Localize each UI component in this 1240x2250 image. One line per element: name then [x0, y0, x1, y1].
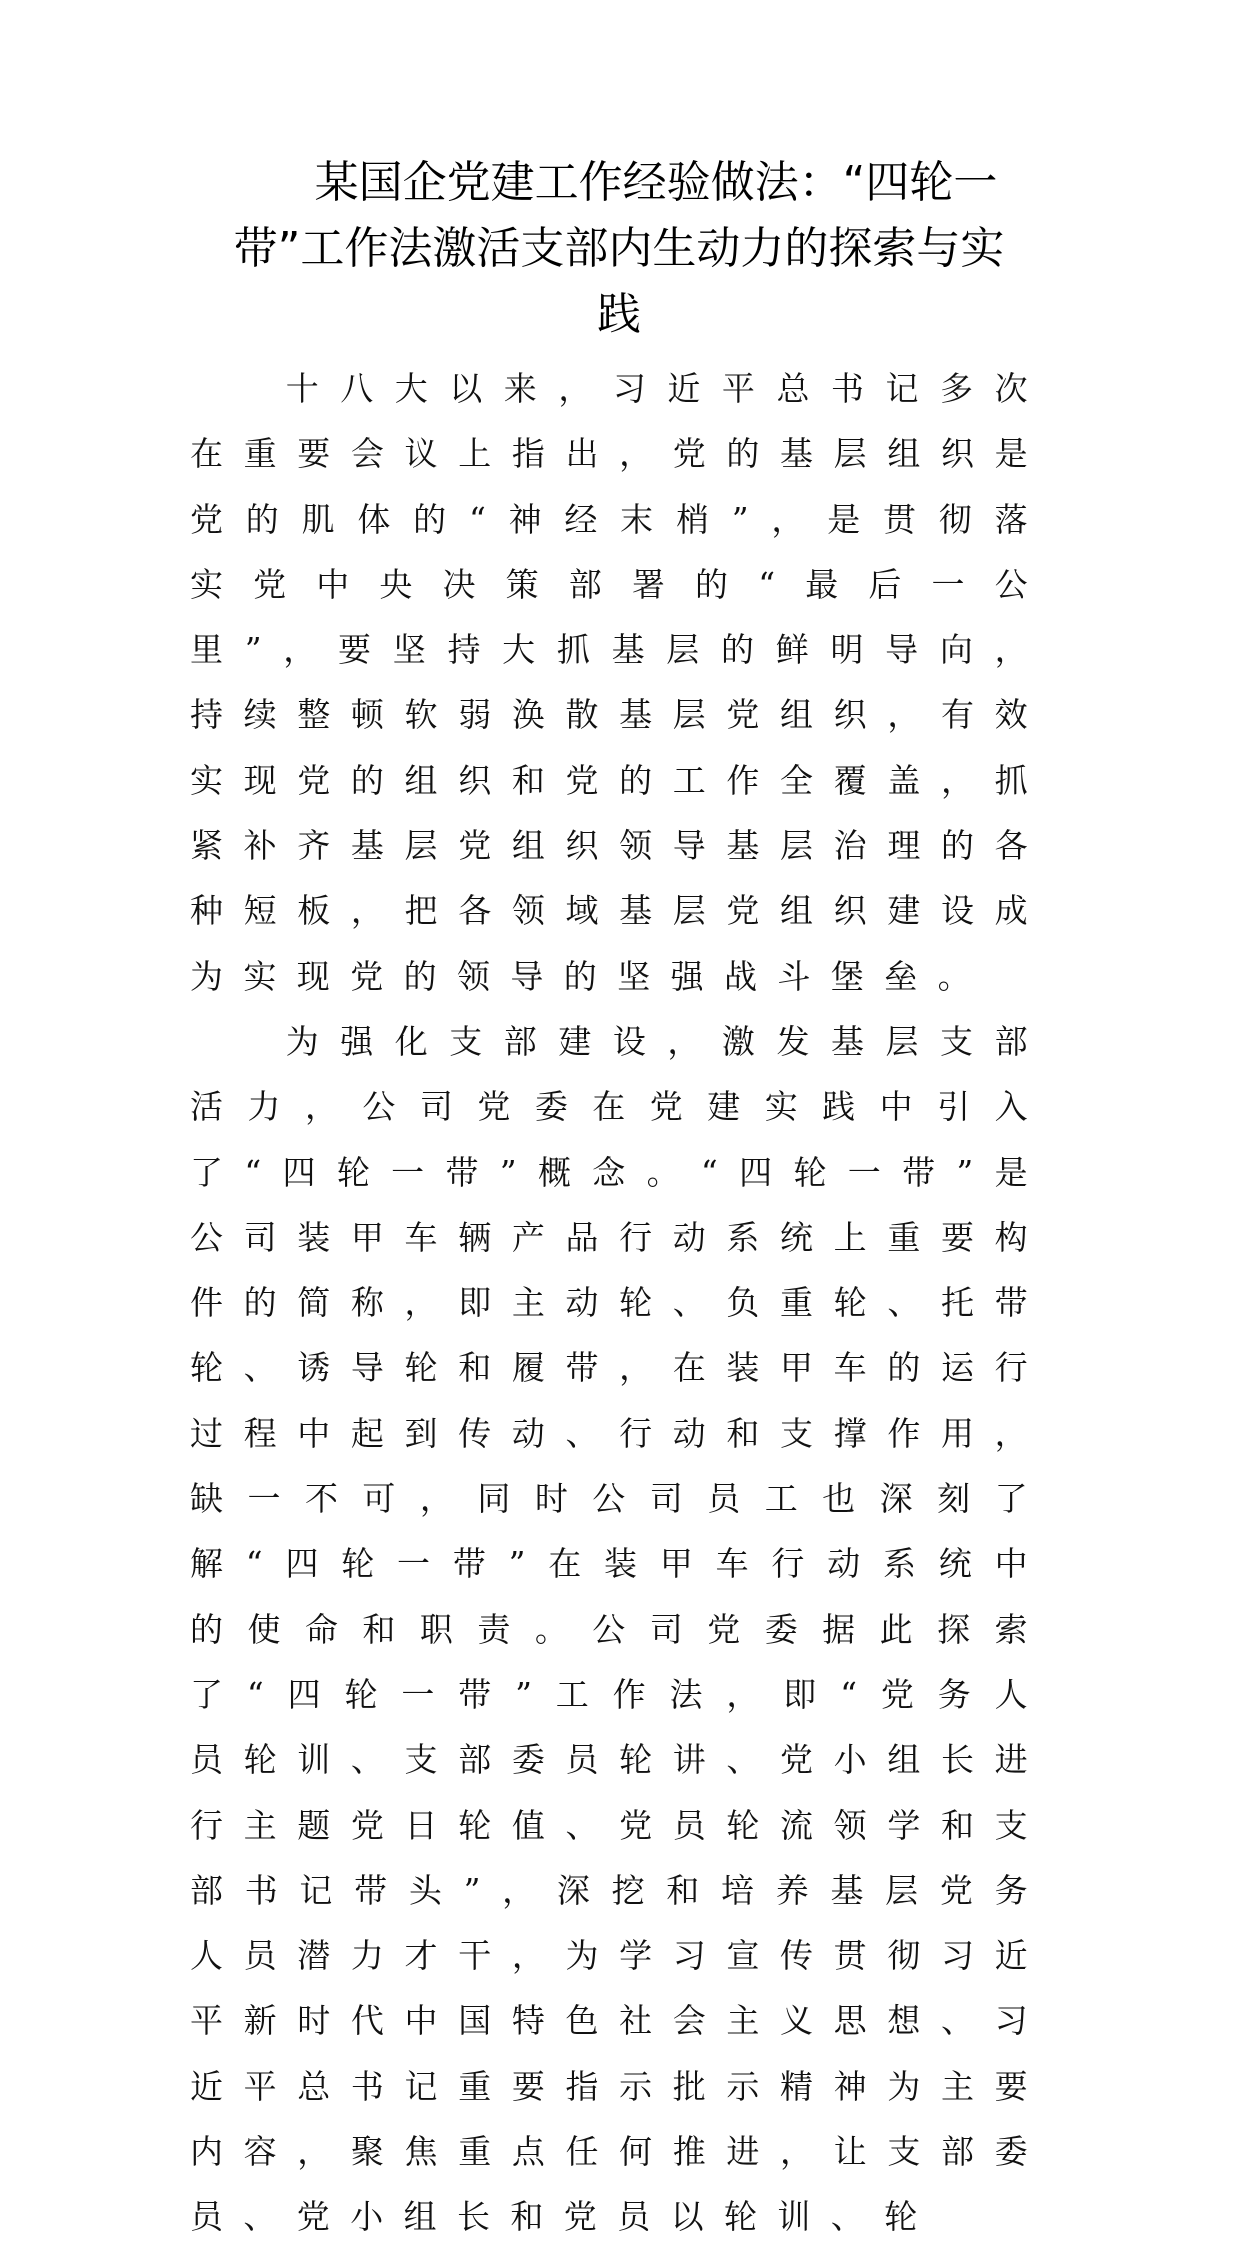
body-paragraph-1: 十八大以来，习近平总书记多次在重要会议上指出，党的基层组织是党的肌体的“神经末梢”，是贯彻落实党中央决策部署的“最后一公里”，要坚持大抓基层的鲜明导向，持续整顿软弱涣散基层党组织，有效实现党的组织和党的工作全覆盖，抓紧补齐基层党组织领导基层治理的各种短板，把各领域基层党组织建设成为实现党的领导的坚强战斗堡垒。	[190, 369, 1048, 996]
document-page	[190, 150, 1048, 2250]
document-title	[190, 150, 1048, 348]
title-line-2: 带”工作法激活支部内生动力的探索与实	[233, 223, 1005, 274]
title-line-3: 践	[597, 289, 641, 340]
title-line-1: 某国企党建工作经验做法：“四轮一	[314, 157, 998, 208]
body-paragraph-2: 为强化支部建设，激发基层支部活力，公司党委在党建实践中引入了“四轮一带”概念。“四轮一带”是公司装甲车辆产品行动系统上重要构件的简称，即主动轮、负重轮、托带轮、诱导轮和履带，在装甲车的运行过程中起到传动、行动和支撑作用，缺一不可，同时公司员工也深刻了解“四轮一带”在装甲车行动系统中的使命和职责。公司党委据此探索了“四轮一带”工作法，即“党务人员轮训、支部委员轮讲、党小组长进行主题党日轮值、党员轮流领学和支部书记带头”，深挖和培养基层党务人员潜力才干，为学习宣传贯彻习近平新时代中国特色社会主义思想、习近平总书记重要指示批示精神为主要内容，聚焦重点任何推进，让支部委员、党小组长和党员以轮训、轮	[190, 1021, 1048, 2237]
